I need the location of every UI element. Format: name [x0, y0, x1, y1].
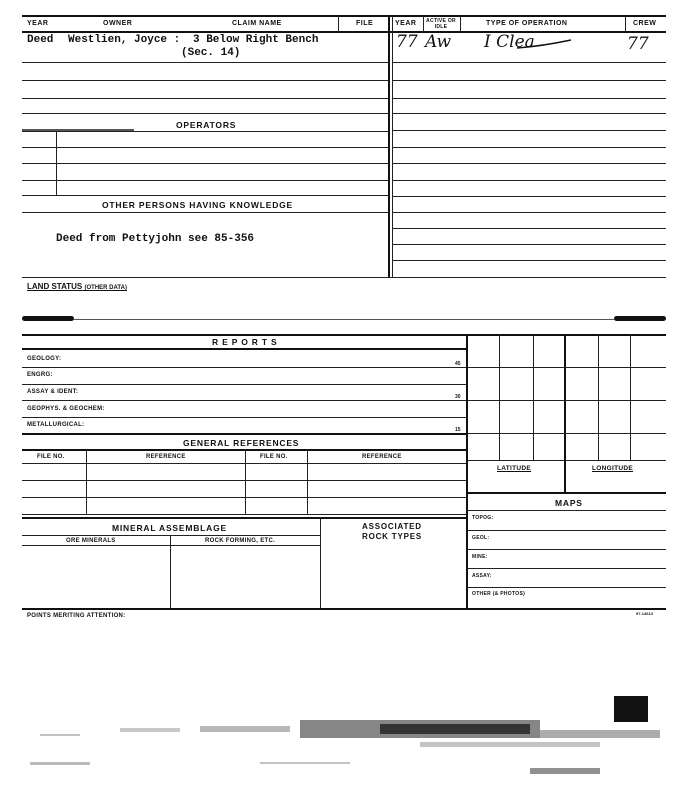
report-engrg-label: ENGRG: [27, 372, 53, 378]
ref-col-file-no-2: FILE NO. [260, 454, 288, 460]
report-assay-label: ASSAY & IDENT: [27, 389, 79, 395]
entry-section: (Sec. 14) [181, 47, 241, 59]
land-status-heading [27, 282, 127, 291]
handwritten-underline-stroke [515, 38, 575, 52]
points-meriting-attention: POINTS MERITING ATTENTION: [27, 613, 126, 619]
handwritten-status: Aw [425, 32, 452, 52]
other-persons-title: OTHER PERSONS HAVING KNOWLEDGE [102, 200, 294, 210]
maps-title: MAPS [555, 498, 583, 508]
latitude-label: LATITUDE [497, 465, 532, 472]
land-status-title: LAND STATUS [27, 282, 83, 291]
header-year-2: YEAR [395, 20, 417, 27]
handwritten-type: I Clea [484, 32, 535, 52]
reports-title: R E P O R T S [212, 337, 278, 347]
other-persons-note: Deed from Pettyjohn see 85-356 [56, 233, 255, 245]
handwritten-year: 77 [396, 32, 418, 52]
header-crew: CREW [633, 20, 657, 27]
report-assay-num: 30 [455, 394, 461, 400]
longitude-label: LONGITUDE [592, 465, 633, 472]
maps-other: OTHER (& PHOTOS) [472, 591, 526, 597]
land-status-sub: (OTHER DATA) [84, 285, 127, 291]
general-references-title: GENERAL REFERENCES [183, 438, 300, 448]
handwritten-crew: 77 [627, 34, 649, 54]
header-type-of-operation: TYPE OF OPERATION [486, 20, 568, 27]
maps-mine: MINE: [472, 554, 488, 560]
ref-col-reference-2: REFERENCE [362, 454, 402, 460]
form-number: 97-14613 [636, 611, 653, 616]
header-active-or-idle: ACTIVE OR IDLE [426, 18, 456, 30]
mineral-assemblage-title: MINERAL ASSEMBLAGE [112, 523, 227, 533]
associated-rock-types-line1: ASSOCIATED [362, 522, 422, 531]
header-year: YEAR [27, 20, 49, 27]
operators-title: OPERATORS [176, 120, 237, 130]
maps-geol: GEOL: [472, 535, 490, 541]
entry-owner: Westlien, Joyce : [68, 34, 181, 46]
report-geology-num: 45 [455, 361, 461, 367]
entry-claim-name: 3 Below Right Bench [193, 34, 319, 46]
scan-smudge-left [22, 316, 74, 321]
associated-rock-types-line2: ROCK TYPES [362, 532, 423, 541]
maps-assay: ASSAY: [472, 573, 492, 579]
report-metallurgical-num: 15 [455, 427, 461, 433]
report-geology-label: GEOLOGY: [27, 356, 62, 362]
header-claim-name: CLAIM NAME [232, 20, 282, 27]
header-file: FILE [356, 20, 374, 27]
ref-col-file-no: FILE NO. [37, 454, 65, 460]
maps-topog: TOPOG: [472, 515, 494, 521]
report-metallurgical-label: METALLURGICAL: [27, 422, 85, 428]
ore-minerals-label: ORE MINERALS [66, 538, 116, 544]
header-owner: OWNER [103, 20, 133, 27]
rock-forming-label: ROCK FORMING, ETC. [205, 538, 276, 544]
report-geophys-label: GEOPHYS. & GEOCHEM: [27, 406, 105, 412]
entry-year: Deed [27, 34, 54, 46]
ref-col-reference: REFERENCE [146, 454, 186, 460]
scan-smudge-right [614, 316, 666, 321]
scan-noise-bottom [0, 690, 678, 790]
